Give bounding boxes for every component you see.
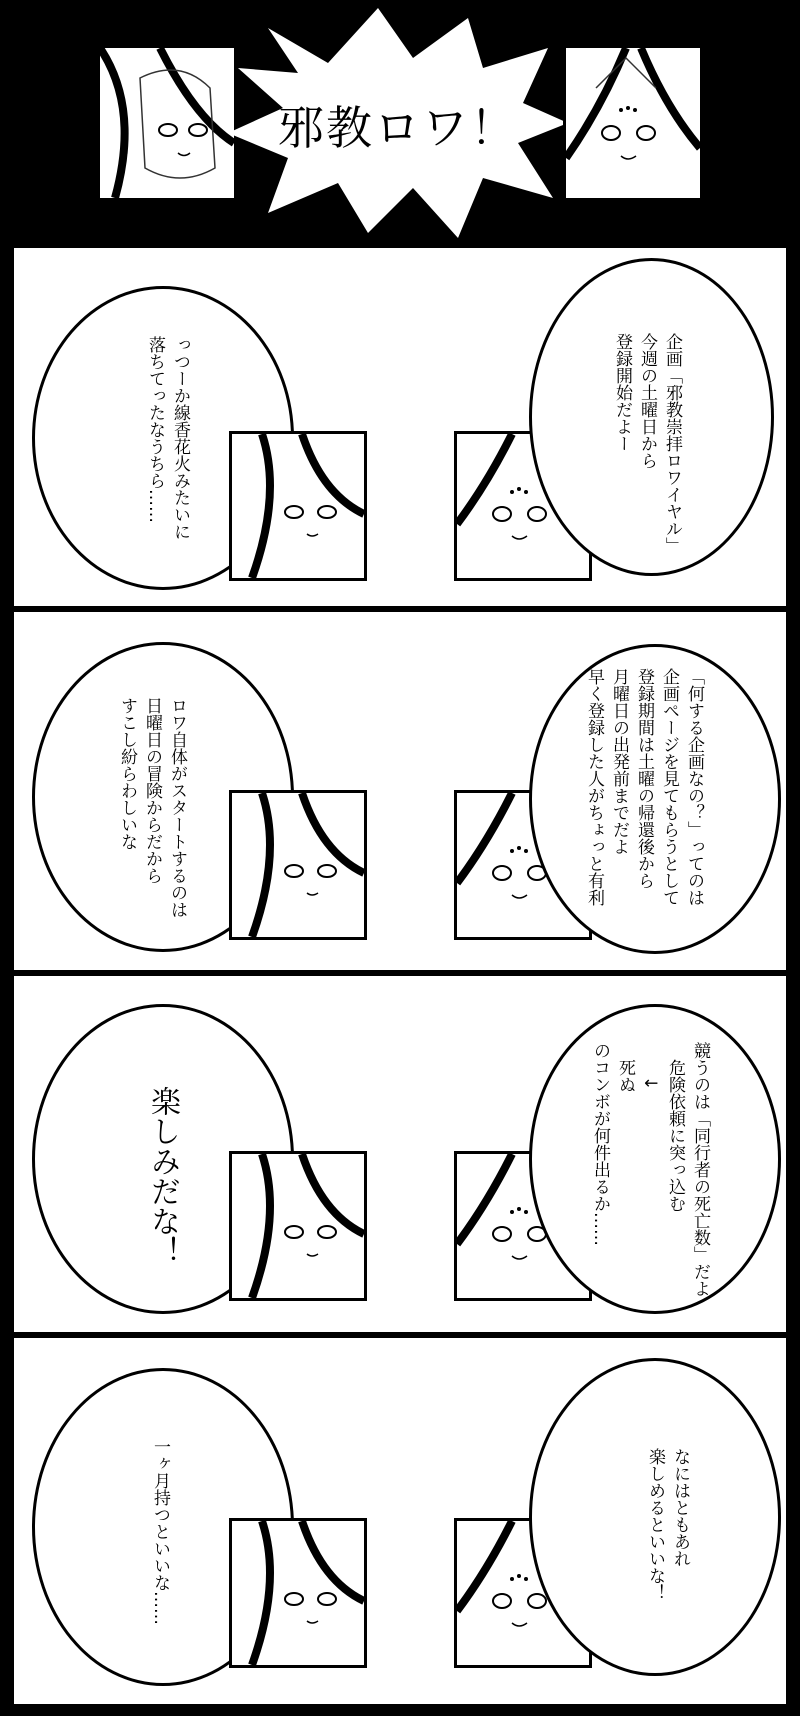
dialogue-right: 「何する企画なの？」ってのは 企画ページを見てもらうとして 登録期間は土曜の帰還後から 月曜日の出発前までだよ 早く登録した人がちょっと有利 [584,668,704,906]
comic-panel-3 [14,976,786,1332]
header [0,0,800,245]
header-portrait-right [563,45,703,201]
girl-face [229,1151,367,1301]
dialogue-left: ロワ自体がスタートするのは 日曜日の冒険からだから すこし紛らわしいな [117,697,187,918]
girl-portrait-icon [232,1154,364,1298]
dialogue-left: 楽しみだな！ [145,1086,180,1266]
girl-face [229,431,367,581]
girl-portrait-icon [232,793,364,937]
girl-portrait-icon [232,434,364,578]
header-portrait-left [97,45,237,201]
comic-panel-2 [14,612,786,970]
girl-face [229,790,367,940]
horned-girl-portrait-icon [566,48,700,198]
dialogue-right: なにはともあれ 楽しめるといいな！ [645,1448,690,1601]
girl-portrait-icon [100,48,234,198]
dialogue-left: 一ヶ月持つといいな…… [150,1438,170,1625]
dialogue-right: 企画「邪教崇拝ロワイヤル」 今週の土曜日から 登録開始だよー [612,333,682,554]
girl-portrait-icon [232,1521,364,1665]
comic-panel-1 [14,248,786,606]
page-title: 邪教ロワ！ [278,101,518,155]
dialogue-left: っつーか線香花火みたいに 落ちてったなうちら…… [145,336,190,540]
comic-panel-4 [14,1338,786,1704]
girl-face [229,1518,367,1668]
dialogue-right: 競うのは「同行者の死亡数」だよ 危険依頼に突っ込む ↓ 死ぬ のコンボが何件出るか…… [590,1042,710,1297]
